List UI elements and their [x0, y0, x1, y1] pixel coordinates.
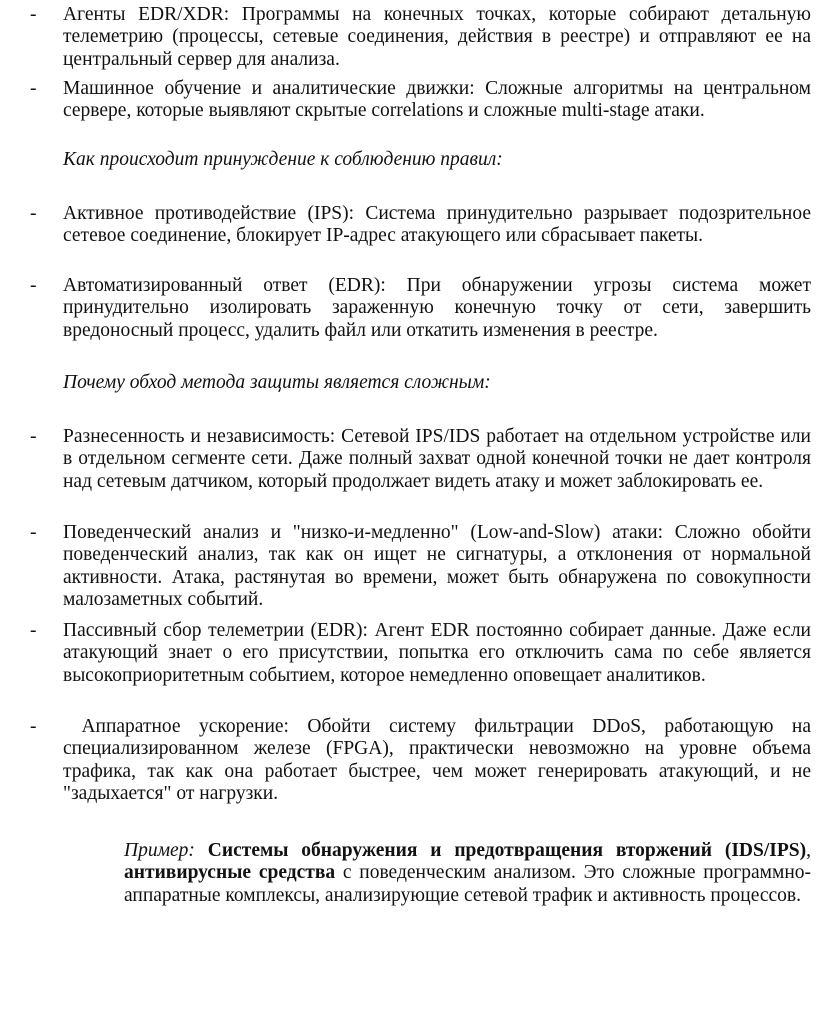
list-item-text: Аппаратное ускорение: Обойти систему фильтрации DDoS, работающую на специализированном железе (FPGA), практически невозможно на уровне объема трафика, так как она работает быстрее, чем может генерировать атакующий, и не "задыхается" от нагрузки.: [63, 716, 816, 805]
list-item-text: Пассивный сбор телеметрии (EDR): Агент EDR постоянно собирает данные. Даже если атакующий знает о его присутствии, попытка его отключить сама по себе является высокоприоритетным событием, которое немедленно оповещает аналитиков.: [63, 620, 811, 686]
bullet-dash: -: [30, 716, 37, 737]
list-item-text: Автоматизированный ответ (EDR): При обнаружении угрозы система может принудительно изолировать зараженную конечную точку от сети, завершить вредоносный процесс, удалить файл или откатить изменения в реестре.: [63, 275, 811, 341]
section-heading: Как происходит принуждение к соблюдению правил:: [63, 149, 503, 170]
bullet-dash: -: [30, 522, 37, 543]
list-item-text: Агенты EDR/XDR: Программы на конечных точках, которые собирают детальную телеметрию (процессы, сетевые соединения, действия в реестре) и отправляют ее на центральный сервер для анализа.: [63, 4, 811, 70]
bullet-dash: -: [30, 4, 37, 25]
bullet-dash: -: [30, 275, 37, 296]
example-text: с поведенческим анализом. Это сложные программно-аппаратные комплексы, анализирующие сетевой трафик и активность процессов.: [124, 862, 811, 906]
example-label: Пример:: [124, 840, 195, 861]
section-heading: Почему обход метода защиты является сложным:: [63, 372, 491, 393]
list-item-text: Машинное обучение и аналитические движки: Сложные алгоритмы на центральном сервере, которые выявляют скрытые correlations и сложные multi-stage атаки.: [63, 78, 811, 122]
bullet-dash: -: [30, 78, 37, 99]
list-item-text: Поведенческий анализ и "низко-и-медленно" (Low-and-Slow) атаки: Сложно обойти поведенческий анализ, так как он ищет не сигнатуры, а отклонения от нормальной активности. Атака, растянутая во времени, может быть обнаружена по совокупности малозаметных событий.: [63, 522, 811, 611]
bullet-dash: -: [30, 203, 37, 224]
example-bold-term-1: Системы обнаружения и предотвращения вторжений (IDS/IPS): [207, 840, 807, 861]
list-item-text: Активное противодействие (IPS): Система принудительно разрывает подозрительное сетевое соединение, блокирует IP-адрес атакующего или сбрасывает пакеты.: [63, 203, 811, 247]
bullet-dash: -: [30, 426, 37, 447]
example-bold-term-2: антивирусные средства: [124, 862, 336, 884]
list-item-text: Разнесенность и независимость: Сетевой IPS/IDS работает на отдельном устройстве или в отдельном сегменте сети. Даже полный захват одной конечной точки не дает контроля над сетевым датчиком, который продолжает видеть атаку и может заблокировать ее.: [63, 426, 811, 492]
bullet-dash: -: [30, 620, 37, 641]
example-separator: ,: [806, 840, 811, 861]
example-paragraph: [124, 840, 811, 907]
